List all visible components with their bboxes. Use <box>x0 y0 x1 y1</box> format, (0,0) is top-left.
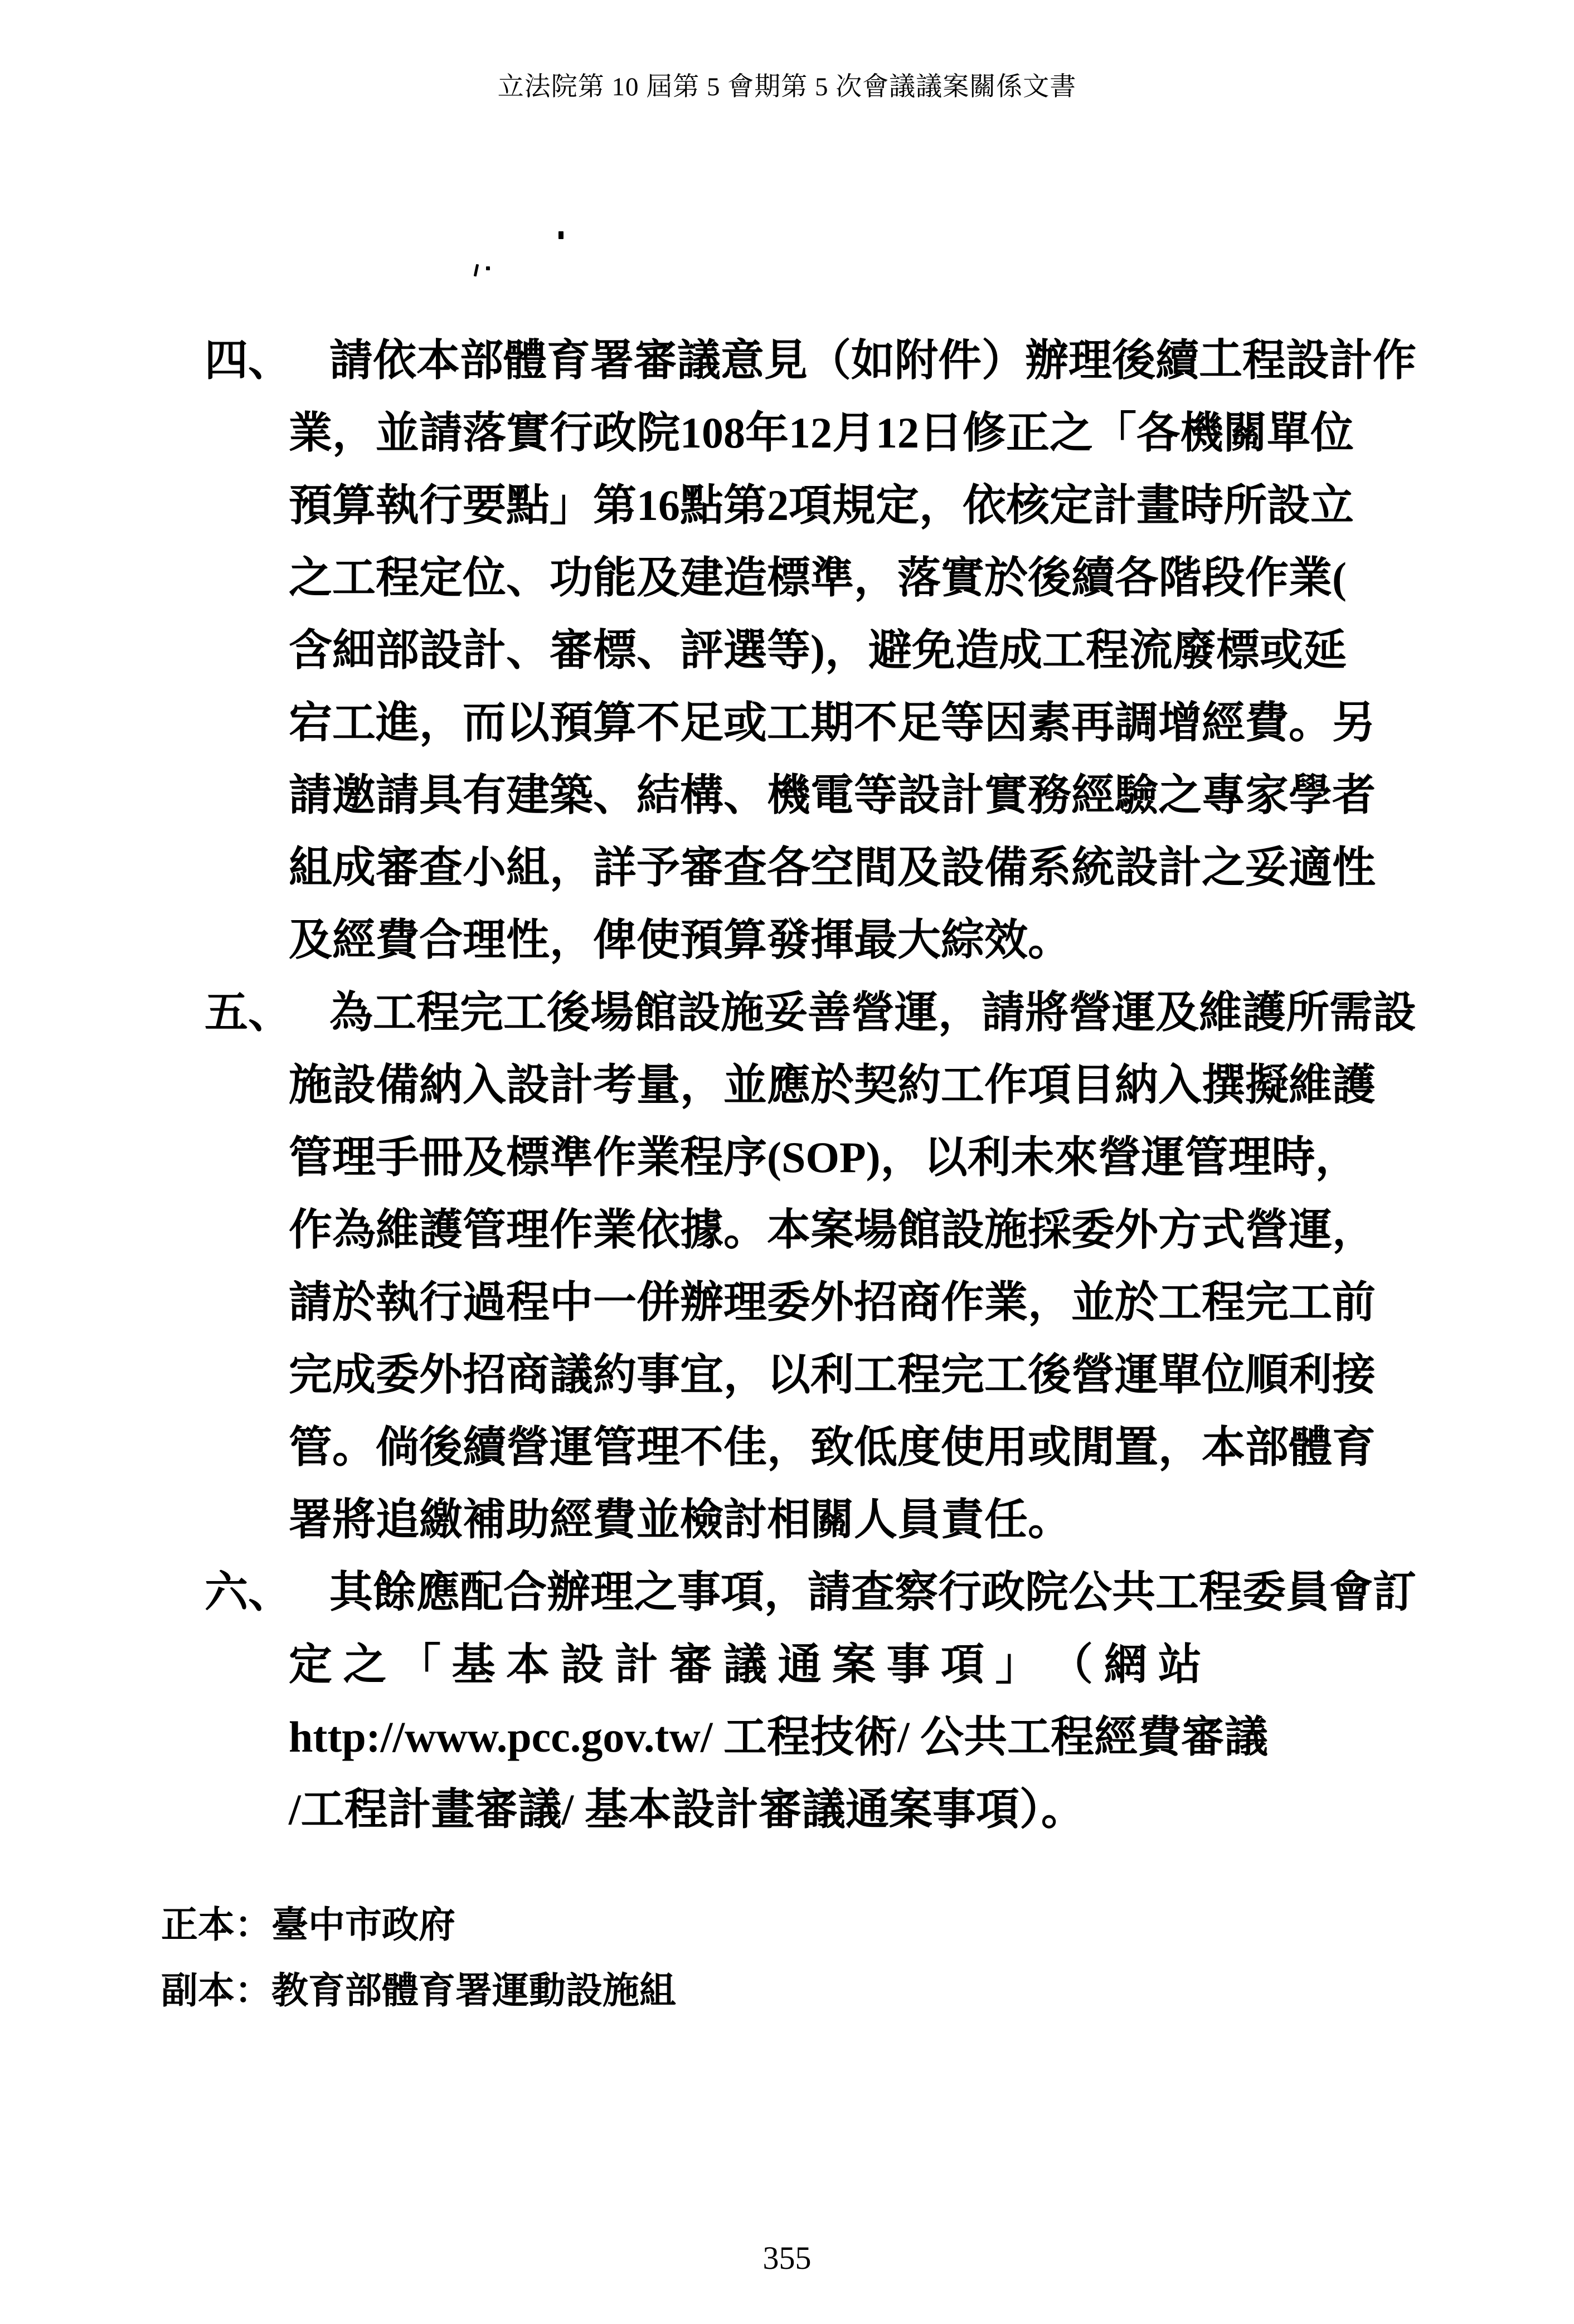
line-text: 請邀請具有建築、結構、機電等設計實務經驗之專家學者 <box>289 771 1376 819</box>
item-five-cont-line <box>289 1194 1431 1266</box>
item-four-cont-line <box>289 397 1431 469</box>
line-text: 組成審查小組，詳予審查各空間及設備系統設計之妥適性 <box>289 843 1376 892</box>
document-header-title: 立法院第 10 屆第 5 會期第 5 次會議議案關係文書 <box>497 72 1077 101</box>
line-text: 完成委外招商議約事宜，以利工程完工後營運單位順利接 <box>289 1350 1376 1399</box>
scan-artifact <box>486 266 490 270</box>
item-five-cont-line <box>289 1484 1431 1556</box>
item-four-cont-line <box>289 687 1431 759</box>
line-text: 預算執行要點」第16點第2項規定，依核定計畫時所設立 <box>289 481 1354 529</box>
distribution-block <box>161 1893 676 2024</box>
item-five-cont-line <box>289 1049 1431 1121</box>
line-text: 其餘應配合辦理之事項，請查察行政院公共工程委員會訂 <box>329 1568 1417 1616</box>
copy-recipient-line <box>161 1958 676 2024</box>
copy-recipient-label: 副本： <box>161 1971 271 2011</box>
item-five-number: 五、 <box>205 988 292 1037</box>
line-text: 管。倘後續營運管理不佳，致低度使用或閒置，本部體育 <box>289 1423 1376 1471</box>
item-four-cont-line <box>289 759 1431 832</box>
scan-artifact <box>558 231 563 239</box>
item-five-cont-line <box>289 1121 1431 1194</box>
item-six-cont-line <box>289 1773 1431 1846</box>
item-five-cont-line <box>289 1339 1431 1411</box>
line-text: 之工程定位、功能及建造標準，落實於後續各階段作業( <box>289 553 1347 602</box>
line-text: 署將追繳補助經費並檢討相關人員責任。 <box>289 1495 1072 1544</box>
item-six-number: 六、 <box>205 1568 292 1616</box>
line-text: 請於執行過程中一併辦理委外招商作業，並於工程完工前 <box>289 1278 1376 1326</box>
line-text: 及經費合理性，俾使預算發揮最大綜效。 <box>289 916 1072 964</box>
line-text: 作為維護管理作業依據。本案場館設施採委外方式營運， <box>289 1205 1376 1254</box>
item-four-cont-line <box>289 469 1431 542</box>
copy-recipient-value: 教育部體育署運動設施組 <box>271 1971 676 2011</box>
item-four-cont-line <box>289 904 1431 976</box>
original-recipient-label: 正本： <box>161 1905 271 1946</box>
line-text: 業，並請落實行政院108年12月12日修正之「各機關單位 <box>289 409 1354 457</box>
line-text: 定 之 「 基 本 設 計 審 議 通 案 事 項 」 （ 網 站 <box>289 1640 1202 1689</box>
line-text: 施設備納入設計考量，並應於契約工作項目納入撰擬維護 <box>289 1061 1376 1109</box>
original-recipient-line <box>161 1893 676 1958</box>
item-four-cont-line <box>289 614 1431 687</box>
page-number: 355 <box>762 2240 812 2276</box>
line-text: 含細部設計、審標、評選等)，避免造成工程流廢標或延 <box>289 626 1347 674</box>
line-text: http://www.pcc.gov.tw/ 工程技術/ 公共工程經費審議 <box>289 1713 1269 1761</box>
item-four-cont-line <box>289 542 1431 614</box>
scan-artifact <box>474 264 479 277</box>
document-body <box>205 324 1431 1846</box>
item-four-cont-line <box>289 832 1431 904</box>
line-text: 宕工進，而以預算不足或工期不足等因素再調增經費。另 <box>289 698 1376 747</box>
item-six-cont-line <box>289 1701 1431 1773</box>
item-four-number: 四、 <box>205 336 292 385</box>
line-text: /工程計畫審議/ 基本設計審議通案事項）。 <box>289 1785 1085 1834</box>
original-recipient-value: 臺中市政府 <box>271 1905 455 1946</box>
item-four-first-line <box>205 324 1431 397</box>
item-six-first-line <box>205 1556 1431 1628</box>
item-five-cont-line <box>289 1411 1431 1484</box>
line-text: 請依本部體育署審議意見（如附件）辦理後續工程設計作 <box>329 336 1417 385</box>
item-five-first-line <box>205 976 1431 1049</box>
item-six-cont-line <box>289 1628 1431 1701</box>
line-text: 管理手冊及標準作業程序(SOP)，以利未來營運管理時， <box>289 1133 1359 1182</box>
line-text: 為工程完工後場館設施妥善營運，請將營運及維護所需設 <box>329 988 1417 1037</box>
item-five-cont-line <box>289 1266 1431 1339</box>
